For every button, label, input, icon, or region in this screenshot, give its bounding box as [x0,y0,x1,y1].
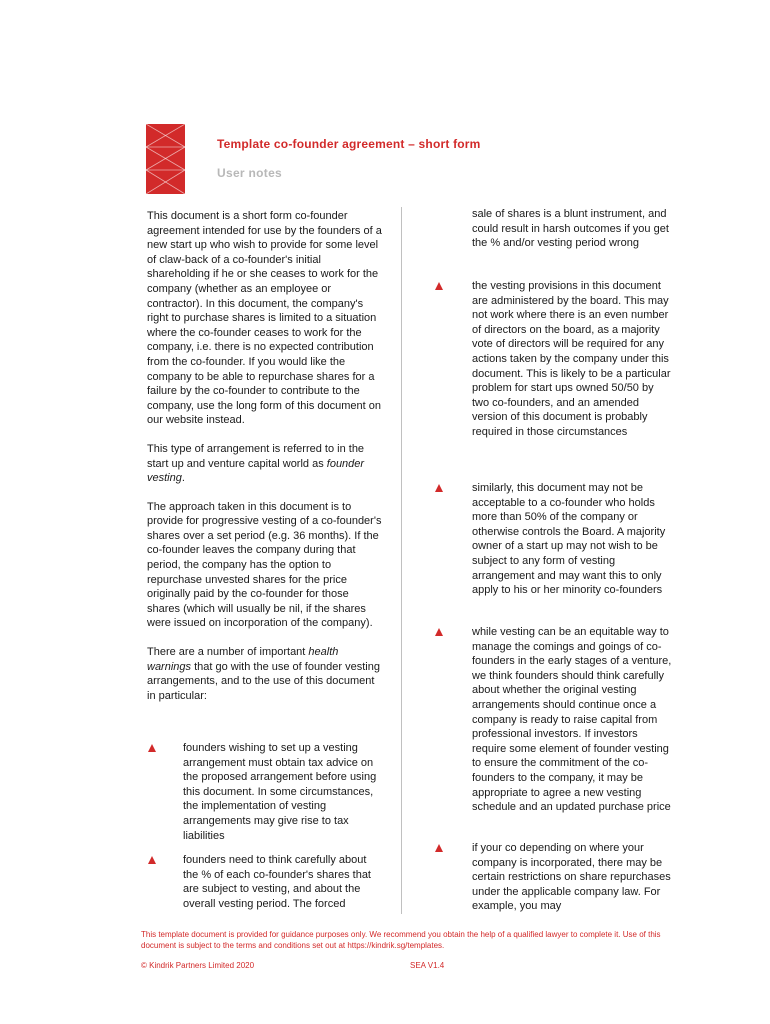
red-triangle-bullet-icon [148,856,156,864]
footer-version: SEA V1.4 [410,961,445,970]
founder-vesting-paragraph [147,442,382,486]
bullet-text: founders wishing to set up a vesting arrangement must obtain tax advice on the proposed arrangement before using this document. In some circumstances, the implementation of vesting arrangements may give rise to tax liabilities [183,742,377,842]
red-triangle-bullet-icon [148,744,156,752]
red-triangle-bullet-icon [435,484,443,492]
paragraph-text: This type of arrangement is referred to in the start up and venture capital world as [147,442,365,470]
bullet-text: the vesting provisions in this document are administered by the board. This may not work where there is an even number of directors on the board, as a majority vote of directors will be required for any actions taken by the company under this document. This is likely to be a particular problem for start ups owned 50/50 by two co-founders, and an amended version of this document is probably required in those circumstances [472,280,671,438]
red-triangle-bullet-icon [435,844,443,852]
page-subtitle: User notes [217,166,283,180]
bullet-text: if your co depending on where your company is incorporated, there may be certain restrictions on share repurchases under the applicable company law. For example, you may [472,842,671,913]
kindrik-logo-icon [146,124,185,194]
emphasis-text: health warnings [147,646,339,673]
emphasis-text: founder vesting [147,457,365,485]
page-title: Template co-founder agreement – short form [217,137,481,151]
bullet-text: while vesting can be an equitable way to manage the comings and goings of co-founders in the early stages of a venture, we think founders should think carefully about whether the original vesting arrangements should continue once a company is ready to raise capital from professional investors. If investors require some element of founder vesting to ensure the commitment of the co-founders to the company, it may be appropriate to agree a new vesting schedule and an updated purchase price [472,626,672,814]
footer-disclaimer: This template document is provided for guidance purposes only. We recommend you obtain the help of a qualified lawyer to complete it. Use of this document is subject to the terms and conditions set out at https://kindrik.sg/templates. [141,930,661,950]
paragraph-text: There are a number of important [147,646,309,659]
column-divider [401,207,402,914]
intro-paragraph: This document is a short form co-founder agreement intended for use by the founders of a new start up who wish to provide for some level of claw-back of a co-founder's initial shareholding if he or she ceases to work for the company (whether as an employee or contractor). In this document, the company's right to purchase shares is limited to a situation where the co-founder ceases to work for the company, i.e. there is no expected contribution from the co-founder. If you would like the company to be able to repurchase shares for a failure by the co-founder to contribute to the company, use the long form of this document on our website instead. [147,210,382,427]
paragraph-text: . [181,472,185,485]
approach-paragraph: The approach taken in this document is to provide for progressive vesting of a co-founder's shares over a set period (e.g. 36 months). If the co-founder leaves the company during that period, the company has the option to repurchase unvested shares for the price originally paid by the co-founder for those shares (which will usually be nil, if the shares were issued on incorporation of the company). [147,500,382,630]
footer-copyright: © Kindrik Partners Limited 2020 [141,961,255,970]
red-triangle-bullet-icon [435,282,443,290]
paragraph-text: that go with the use of founder vesting arrangements, and to the use of this document in particular: [147,660,380,702]
bullet-text: founders need to think carefully about the % of each co-founder's shares that are subject to vesting, and about the overall vesting period. The forced [183,854,371,910]
bullet-continuation: sale of shares is a blunt instrument, and could result in harsh outcomes if you get the % and/or vesting period wrong [472,208,669,250]
left-column [147,209,382,703]
health-warnings-paragraph [147,645,382,703]
bullet-text: similarly, this document may not be acceptable to a co-founder who holds more than 50% of the company or otherwise controls the Board. A majority owner of a start up may not wish to be subject to any form of vesting arrangement and may want this to only apply to his or her minority co-founders [472,482,666,597]
red-triangle-bullet-icon [435,628,443,636]
